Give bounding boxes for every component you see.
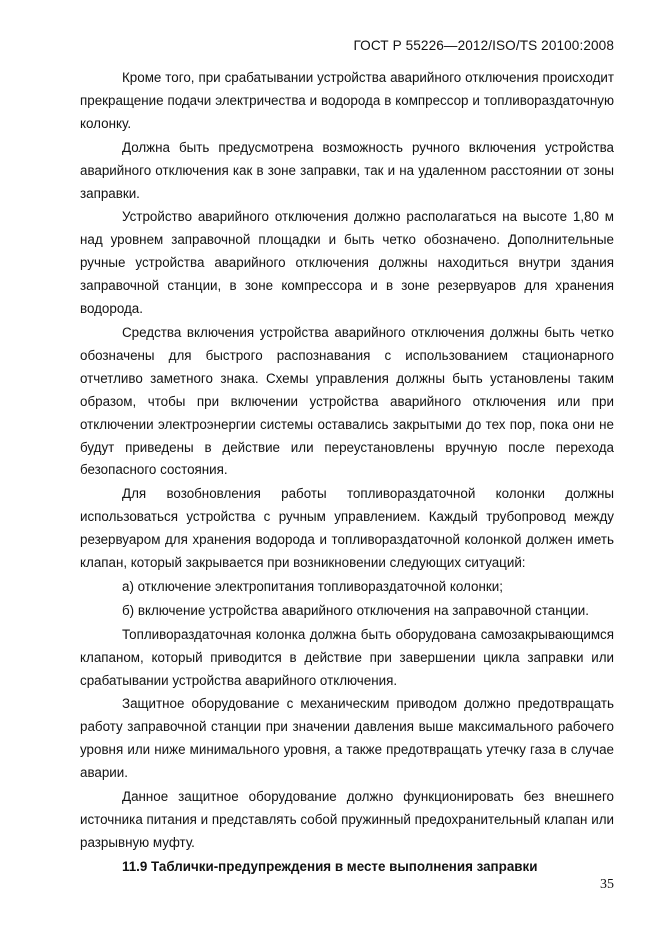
document-body xyxy=(80,67,614,879)
paragraph-manual-activation: Должна быть предусмотрена возможность ручного включения устройства аварийного отключения как в зоне заправки, так и на удаленном расстоянии от зоны заправки. xyxy=(80,139,614,201)
section-heading: 11.9 Таблички-предупреждения в месте выполнения заправки xyxy=(122,858,538,874)
paragraph-dispenser-restart: Для возобновления работы топливораздаточной колонки должны использоваться устройства с ручным управлением. Каждый трубопровод между резервуаром для хранения водорода и топливораздаточной колонкой должен иметь клапан, который закрывается при возникновении следующих ситуаций: xyxy=(80,486,614,571)
page-number: 35 xyxy=(600,877,614,892)
paragraph-device-height: Устройство аварийного отключения должно располагаться на высоте 1,80 м над уровнем заправочной площадки и быть четко обозначено. Дополнительные ручные устройства аварийного отключения должны находиться внутри здания заправочной станции, в зоне компрессора и в зоне резервуаров для хранения водорода. xyxy=(80,209,614,317)
paragraph-mechanical-protection: Защитное оборудование с механическим приводом должно предотвращать работу заправочной станции при значении давления выше максимального рабочего уровня или ниже минимального уровня, а также предотвращать утечку газа в случае аварии. xyxy=(80,696,614,781)
list-item-a: а) отключение электропитания топливораздаточной колонки; xyxy=(122,578,503,594)
paragraph-protective-equipment: Данное защитное оборудование должно функционировать без внешнего источника питания и представлять собой пружинный предохранительный клапан или разрывную муфту. xyxy=(80,789,614,850)
document-header: ГОСТ Р 55226—2012/ISO/TS 20100:2008 xyxy=(353,38,614,53)
paragraph-self-closing-valve: Топливораздаточная колонка должна быть оборудована самозакрывающимся клапаном, который приводится в действие при завершении цикла заправки или срабатывании устройства аварийного отключения. xyxy=(80,626,614,688)
list-item-b: б) включение устройства аварийного отключения на заправочной станции. xyxy=(122,602,589,618)
paragraph-activation-means: Средства включения устройства аварийного отключения должны быть четко обозначены для быстрого распознавания с использованием стационарного отчетливо заметного знака. Схемы управления должны быть установлены таким образом, чтобы при включении устройства аварийного отключения или при отключении электроэнергии системы оставались закрытыми до тех пор, пока они не будут приведены в действие или переустановлены вручную после перехода безопасного состояния. xyxy=(80,324,614,478)
paragraph-emergency-shutdown-effect: Кроме того, при срабатывании устройства аварийного отключения происходит прекращение подачи электричества и водорода в компрессор и топливораздаточную колонку. xyxy=(80,70,614,131)
